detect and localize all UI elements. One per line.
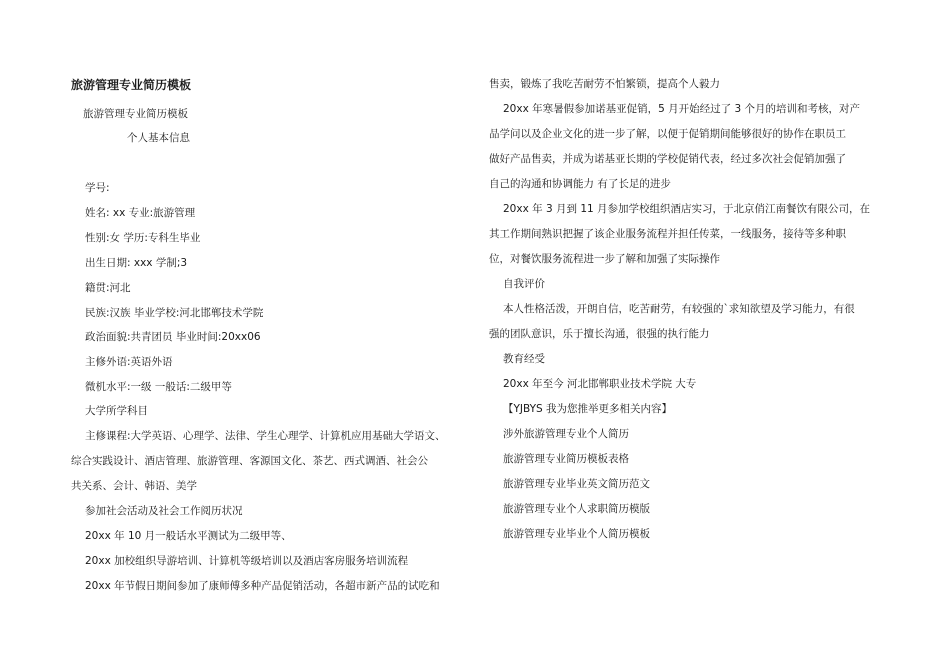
courses-line: 共关系、会计、韩语、美学 bbox=[71, 480, 197, 492]
activity-line: 20xx 年节假日期间参加了康师傅多种产品促销活动，各超市新产品的试吃和 bbox=[85, 580, 440, 592]
experience-line: 其工作期间熟识把握了该企业服务流程并担任传菜，一线服务，接待等多种职 bbox=[489, 228, 846, 240]
field-political-status: 政治面貌:共青团员 毕业时间:20xx06 bbox=[85, 331, 261, 343]
experience-line: 做好产品售卖，并成为诺基亚长期的学校促销代表，经过多次社会促销加强了 bbox=[489, 153, 846, 165]
document-title: 旅游管理专业简历模板 bbox=[71, 78, 192, 92]
activity-line: 20xx 加校组织导游培训、计算机等级培训以及酒店客房服务培训流程 bbox=[85, 555, 409, 567]
recommend-link[interactable]: 涉外旅游管理专业个人简历 bbox=[503, 428, 629, 440]
document-subtitle: 旅游管理专业简历模板 bbox=[83, 108, 188, 120]
courses-line: 综合实践设计、酒店管理、旅游管理、客源国文化、茶艺、西式调酒、社会公 bbox=[71, 455, 428, 467]
section-heading-basic-info: 个人基本信息 bbox=[127, 132, 190, 144]
recommend-link[interactable]: 旅游管理专业毕业个人简历模板 bbox=[503, 528, 650, 540]
education-line: 20xx 年至今 河北邯郸职业技术学院 大专 bbox=[503, 378, 697, 390]
experience-line: 品学问以及企业文化的进一步了解，以便于促销期间能够很好的协作在职员工 bbox=[489, 128, 846, 140]
recommend-link[interactable]: 旅游管理专业个人求职简历模版 bbox=[503, 503, 650, 515]
self-eval-line: 本人性格活泼，开朗自信，吃苦耐劳，有较强的`求知欲望及学习能力，有很 bbox=[503, 303, 855, 315]
continued-line: 售卖，锻炼了我吃苦耐劳不怕繁锁，提高个人毅力 bbox=[489, 78, 720, 90]
experience-line: 自己的沟通和协调能力 有了长足的进步 bbox=[489, 178, 671, 190]
activity-line: 20xx 年 10 月一般话水平测试为二级甲等、 bbox=[85, 530, 292, 542]
section-heading-education: 教育经受 bbox=[503, 353, 545, 365]
self-eval-line: 强的团队意识，乐于擅长沟通，很强的执行能力 bbox=[489, 328, 710, 340]
field-name-major: 姓名: xx 专业:旅游管理 bbox=[85, 207, 196, 219]
section-heading-self-eval: 自我评价 bbox=[503, 278, 545, 290]
field-computer-level: 微机水平:一级 一般话:二级甲等 bbox=[85, 381, 232, 393]
field-gender-education: 性别:女 学历:专科生毕业 bbox=[85, 232, 201, 244]
field-ethnicity-school: 民族:汉族 毕业学校:河北邯郸技术学院 bbox=[85, 307, 264, 319]
field-student-id: 学号: bbox=[85, 182, 110, 194]
section-heading-courses: 大学所学科目 bbox=[85, 405, 148, 417]
experience-line: 20xx 年 3 月到 11 月参加学校组织酒店实习，于北京俏江南餐饮有限公司，在 bbox=[503, 203, 871, 215]
field-foreign-language: 主修外语:英语外语 bbox=[85, 356, 173, 368]
recommend-link[interactable]: 旅游管理专业简历模板表格 bbox=[503, 453, 629, 465]
field-birthdate: 出生日期: xxx 学制;3 bbox=[85, 257, 188, 269]
courses-line: 主修课程:大学英语、心理学、法律、学生心理学、计算机应用基础大学语文、 bbox=[85, 430, 446, 442]
experience-line: 20xx 年寒暑假参加诺基亚促销，5 月开始经过了 3 个月的培训和考核，对产 bbox=[503, 103, 860, 115]
recommend-heading: 【YJBYS 我为您推举更多相关内容】 bbox=[503, 403, 673, 415]
section-heading-activities: 参加社会活动及社会工作阅历状况 bbox=[85, 505, 243, 517]
recommend-link[interactable]: 旅游管理专业毕业英文简历范文 bbox=[503, 478, 650, 490]
field-native-place: 籍贯:河北 bbox=[85, 282, 131, 294]
experience-line: 位，对餐饮服务流程进一步了解和加强了实际操作 bbox=[489, 253, 720, 265]
